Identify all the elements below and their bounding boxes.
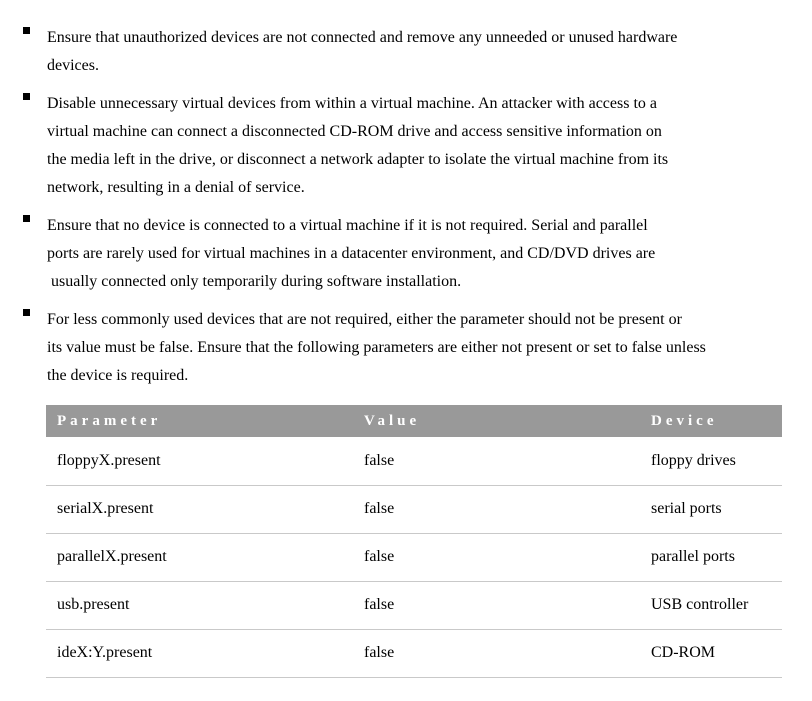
device-cell: CD-ROM xyxy=(640,629,782,677)
table-row xyxy=(46,629,782,677)
list-item xyxy=(0,90,812,202)
column-header-parameter: Parameter xyxy=(46,405,353,437)
list-item xyxy=(0,24,812,80)
square-bullet-icon xyxy=(23,93,30,100)
paragraph-line: virtual machine can connect a disconnected CD-ROM drive and access sensitive information on xyxy=(47,123,662,140)
paragraph-line: devices. xyxy=(47,57,99,74)
square-bullet-icon xyxy=(23,27,30,34)
parameter-cell: floppyX.present xyxy=(46,437,353,485)
column-header-device: Device xyxy=(640,405,782,437)
table-row xyxy=(46,533,782,581)
table-row xyxy=(46,437,782,485)
device-cell: floppy drives xyxy=(640,437,782,485)
device-cell: serial ports xyxy=(640,485,782,533)
list-item xyxy=(0,306,812,390)
table-row xyxy=(46,485,782,533)
device-cell: USB controller xyxy=(640,581,782,629)
paragraph-line: its value must be false. Ensure that the following parameters are either not present or set to false unless xyxy=(47,339,706,356)
paragraph-line: network, resulting in a denial of service. xyxy=(47,179,305,196)
security-guideline-list xyxy=(0,24,812,390)
parameter-cell: ideX:Y.present xyxy=(46,629,353,677)
paragraph-line: ports are rarely used for virtual machines in a datacenter environment, and CD/DVD drives are xyxy=(47,245,656,262)
paragraph-line: Disable unnecessary virtual devices from within a virtual machine. An attacker with access to a xyxy=(47,95,658,112)
table-header-row xyxy=(46,405,782,437)
value-cell: false xyxy=(353,437,640,485)
list-item xyxy=(0,212,812,296)
column-header-value: Value xyxy=(353,405,640,437)
value-cell: false xyxy=(353,533,640,581)
paragraph-line: For less commonly used devices that are not required, either the parameter should not be present or xyxy=(47,311,682,328)
value-cell: false xyxy=(353,629,640,677)
table-row xyxy=(46,581,782,629)
value-cell: false xyxy=(353,485,640,533)
paragraph-line: the device is required. xyxy=(47,367,189,384)
square-bullet-icon xyxy=(23,215,30,222)
parameter-cell: parallelX.present xyxy=(46,533,353,581)
paragraph-line: usually connected only temporarily during software installation. xyxy=(47,273,462,290)
paragraph-line: Ensure that unauthorized devices are not connected and remove any unneeded or unused hardware xyxy=(47,29,678,46)
device-parameters-table xyxy=(46,405,782,678)
paragraph-line: the media left in the drive, or disconnect a network adapter to isolate the virtual machine from its xyxy=(47,151,669,168)
paragraph-line: Ensure that no device is connected to a virtual machine if it is not required. Serial and parallel xyxy=(47,217,648,234)
value-cell: false xyxy=(353,581,640,629)
square-bullet-icon xyxy=(23,309,30,316)
device-cell: parallel ports xyxy=(640,533,782,581)
parameter-cell: serialX.present xyxy=(46,485,353,533)
parameter-cell: usb.present xyxy=(46,581,353,629)
